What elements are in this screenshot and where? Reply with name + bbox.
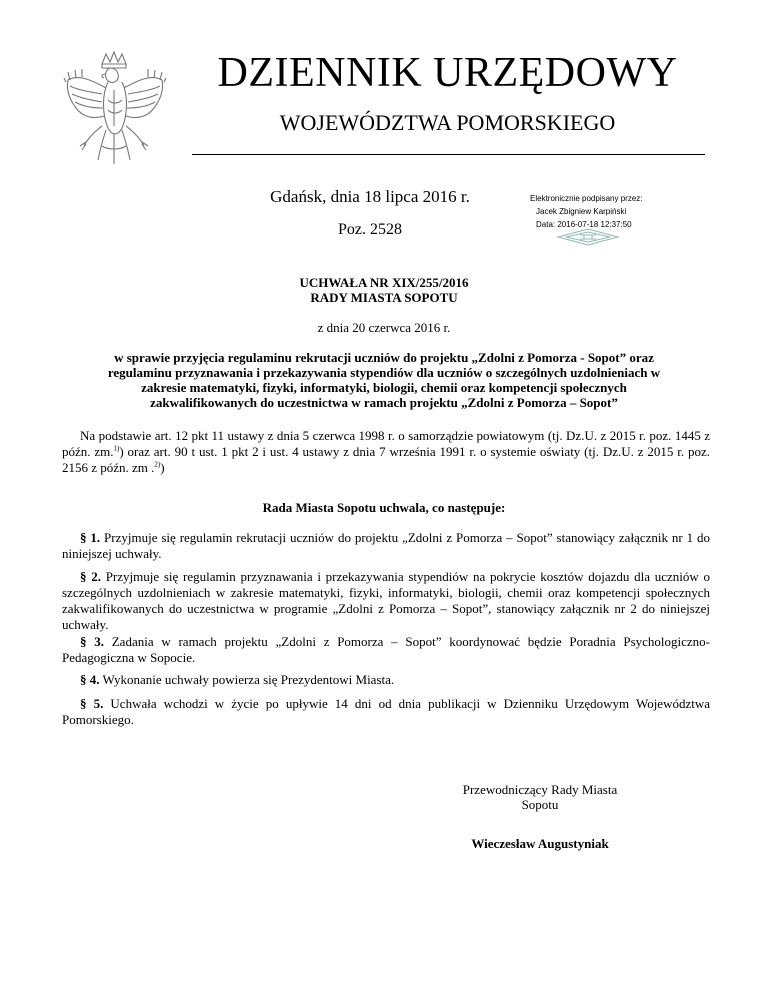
masthead-divider bbox=[192, 154, 705, 155]
signature-signer: Jacek Zbigniew Karpiński bbox=[536, 207, 627, 216]
gazette-subtitle: WOJEWÓDZTWA POMORSKIEGO bbox=[279, 110, 616, 135]
signer-name: Wieczesław Augustyniak bbox=[471, 836, 609, 851]
subject-line: regulaminu przyznawania i przekazywania stypendiów dla uczniów o szczególnych uzdolnieniach w bbox=[107, 365, 661, 380]
signer-title-city: Sopotu bbox=[521, 797, 559, 812]
subject-line: zakwalifikowanych do uczestnictwa w ramach projektu „Zdolni z Pomorza – Sopot” bbox=[150, 395, 618, 410]
legal-basis bbox=[62, 428, 710, 476]
paragraph-label: § 4. bbox=[80, 672, 100, 687]
paragraph-text: Uchwała wchodzi w życie po upływie 14 dni od dnia publikacji w Dzienniku Urzędowym Województwa Pomorskiego. bbox=[62, 696, 710, 727]
resolution-body: RADY MIASTA SOPOTU bbox=[310, 290, 458, 305]
footnote-ref: 2) bbox=[154, 460, 161, 469]
signature-date: Data: 2016-07-18 12:37:50 bbox=[536, 220, 632, 229]
legal-basis-text: Na podstawie art. 12 pkt 11 ustawy z dnia 5 czerwca 1998 r. o samorządzie powiatowym (tj. Dz.U. z 2015 r. poz. 1445 z późn. zm. bbox=[62, 428, 710, 459]
paragraph-label: § 1. bbox=[80, 530, 101, 545]
paragraph-5 bbox=[62, 696, 710, 728]
white-eagle-emblem-icon bbox=[62, 50, 167, 172]
paragraph-label: § 3. bbox=[80, 634, 104, 649]
paragraph-text: Zadania w ramach projektu „Zdolni z Pomorza – Sopot” koordynować będzie Poradnia Psychologiczno-Pedagogiczna w Sopocie. bbox=[62, 634, 710, 665]
legal-basis-text: ) oraz art. 90 t ust. 1 pkt 2 i ust. 4 ustawy z dnia 7 września 1991 r. o systemie oświaty (tj. Dz.U. z 2015 r. poz. 2156 z późn. zm . bbox=[62, 444, 710, 475]
footnote-ref: 1) bbox=[113, 444, 120, 453]
paragraph-text: Przyjmuje się regulamin rekrutacji uczniów do projektu „Zdolni z Pomorza – Sopot” stanowiący załącznik nr 1 do niniejszej uchwały. bbox=[62, 530, 710, 561]
legal-basis-text: ) bbox=[160, 460, 165, 475]
electronic-signature-info bbox=[530, 192, 730, 231]
signer-title: Przewodniczący Rady Miasta bbox=[462, 782, 618, 797]
paragraph-4 bbox=[62, 672, 710, 688]
paragraph-label: § 2. bbox=[80, 569, 101, 584]
subject-line: w sprawie przyjęcia regulaminu rekrutacji uczniów do projektu „Zdolni z Pomorza - Sopot” oraz bbox=[114, 350, 654, 365]
position-number: Poz. 2528 bbox=[338, 221, 402, 238]
dateline: Gdańsk, dnia 18 lipca 2016 r. bbox=[270, 187, 470, 206]
decree-line: Rada Miasta Sopotu uchwala, co następuje: bbox=[262, 500, 506, 515]
paragraph-text: Wykonanie uchwały powierza się Prezydentowi Miasta. bbox=[99, 672, 395, 687]
gazette-title: DZIENNIK URZĘDOWY bbox=[217, 50, 678, 96]
paragraph-3 bbox=[62, 634, 710, 666]
resolution-date: z dnia 20 czerwca 2016 r. bbox=[317, 320, 451, 335]
paragraph-2 bbox=[62, 569, 710, 633]
paragraph-1 bbox=[62, 530, 710, 562]
signature-stamp-icon bbox=[556, 228, 620, 246]
resolution-number: UCHWAŁA NR XIX/255/2016 bbox=[299, 275, 469, 290]
paragraph-label: § 5. bbox=[80, 696, 104, 711]
subject-line: zakresie matematyki, fizyki, informatyki, biologii, chemii oraz kompetencji społecznych bbox=[141, 380, 627, 395]
paragraph-text: Przyjmuje się regulamin przyznawania i przekazywania stypendiów na pokrycie kosztów dojazdu dla uczniów o szczególnych uzdolnieniach w zakresie matematyki, fizyki, informatyki, biologii, chemii oraz kompetencji społecznych zakwalifikowanych do uczestnictwa w programie „Zdolni z Pomorza – Sopot”, stanowiący załącznik nr 2 do niniejszej uchwały. bbox=[62, 569, 711, 632]
signature-label: Elektronicznie podpisany przez: bbox=[530, 194, 643, 203]
